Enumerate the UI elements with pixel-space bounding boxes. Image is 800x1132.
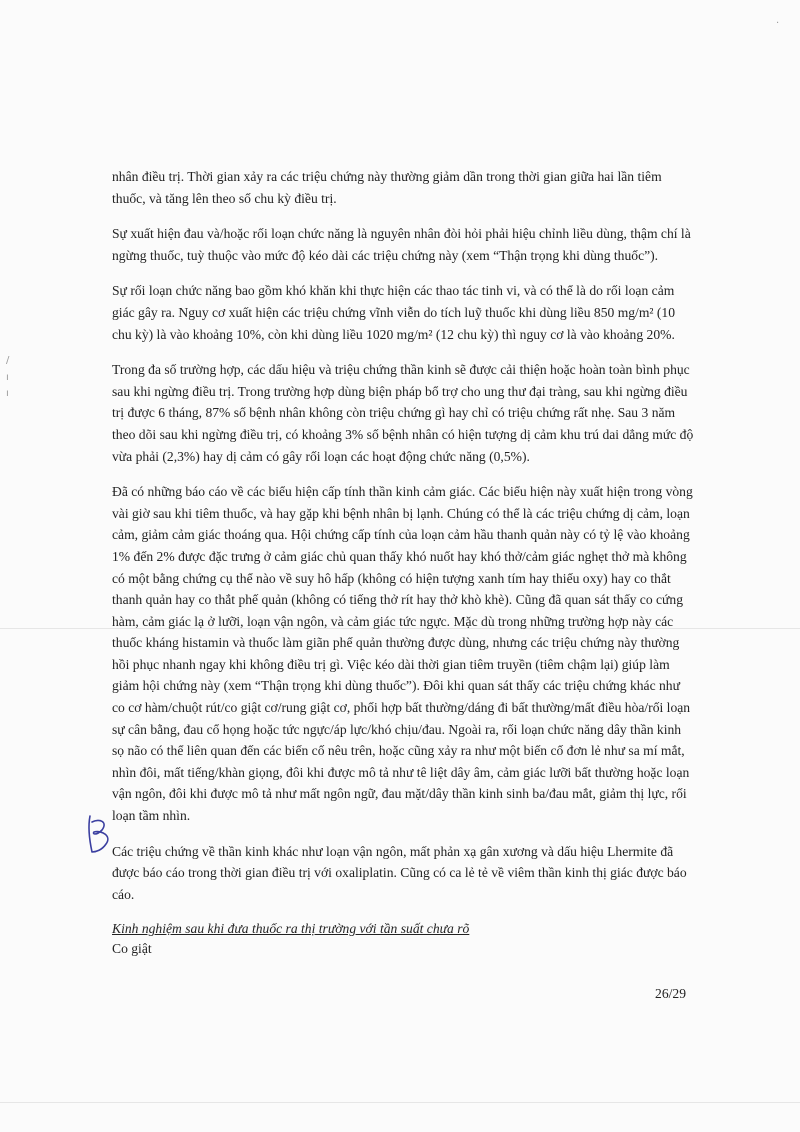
- paragraph: Đã có những báo cáo về các biểu hiện cấp tính thần kinh cảm giác. Các biểu hiện này xuất hiện trong vòng vài giờ sau khi tiêm thuốc, và hay gặp khi bệnh nhân bị lạnh. Chúng có thể là các triệu chứng dị cảm, loạn cảm, giảm cảm giác thoáng qua. Hội chứng cấp tính của loạn cảm hầu thanh quản này có tỷ lệ vào khoảng 1% đến 2% được đặc trưng ở cảm giác chủ quan thấy khó nuốt hay khó thở/cảm giác nghẹt thở mà không có một bằng chứng cụ thể nào về suy hô hấp (không có hiện tượng xanh tím hay thiếu oxy) hay co thắt thanh quản hay co thắt phế quản (không có tiếng thở rít hay thở khò khè). Cũng đã quan sát thấy co cứng hàm, cảm giác lạ ở lưỡi, loạn vận ngôn, và cảm giác tức ngực. Mặc dù trong những trường hợp này các thuốc kháng histamin và thuốc làm giãn phế quản thường được dùng, nhưng các triệu chứng này thường hồi phục nhanh ngay khi không điều trị gì. Việc kéo dài thời gian tiêm truyền (tiêm chậm lại) giúp làm giảm hội chứng này (xem “Thận trọng khi dùng thuốc”). Đôi khi quan sát thấy các triệu chứng khác như co cơ hàm/chuột rút/co giật cơ/rung giật cơ, phối hợp bất thường/dáng đi bất thường/mất điều hòa/rối loạn sự cân bằng, đau cổ họng hoặc tức ngực/áp lực/khó chịu/đau. Ngoài ra, rối loạn chức năng dây thần kinh sọ não có thể liên quan đến các biến cố nêu trên, hoặc cũng xảy ra như một biến cố đơn lẻ như sa mí mắt, nhìn đôi, mất tiếng/khàn giọng, đôi khi được mô tả như tê liệt dây âm, cảm giác lưỡi bất thường hoặc loạn vận ngôn, đôi khi được mô tả như mất ngôn ngữ, đau mặt/dây thần kinh sinh ba/đau mắt, giảm thị lực, rối loạn tầm nhìn.: [112, 484, 693, 824]
- scan-speck: ı: [6, 388, 9, 399]
- paragraph: Sự rối loạn chức năng bao gồm khó khăn khi thực hiện các thao tác tinh vi, và có thể là do rối loạn cảm giác gây ra. Nguy cơ xuất hiện các triệu chứng vĩnh viễn do tích luỹ thuốc khi dùng liều 850 mg/m² (10 chu kỳ) là vào khoảng 10%, còn khi dùng liều 1020 mg/m² (12 chu kỳ) thì nguy cơ là vào khoảng 20%.: [112, 283, 676, 342]
- scan-speck: /: [6, 355, 10, 366]
- page-number: 26/29: [655, 986, 686, 1001]
- scan-line: [0, 1102, 800, 1103]
- section-item: Co giật: [112, 941, 152, 957]
- document-body: [112, 166, 694, 959]
- handwritten-mark-icon: [82, 812, 116, 858]
- paragraph: Trong đa số trường hợp, các dấu hiệu và triệu chứng thần kinh sẽ được cải thiện hoặc hoàn toàn bình phục sau khi ngừng điều trị. Trong trường hợp dùng biện pháp bổ trợ cho ung thư đại tràng, sau khi ngừng điều trị được 6 tháng, 87% số bệnh nhân không còn triệu chứng gì hay chỉ có triệu chứng rất nhẹ. Sau 3 năm theo dõi sau khi ngừng điều trị, có khoảng 3% số bệnh nhân có hiện tượng dị cảm khu trú dai dẳng mức độ vừa phải (2,3%) hay dị cảm có gây rối loạn các hoạt động chức năng (0,5%).: [112, 362, 694, 464]
- paragraph: nhân điều trị. Thời gian xảy ra các triệu chứng này thường giảm dần trong thời gian giữa hai lần tiêm thuốc, và tăng lên theo số chu kỳ điều trị.: [112, 169, 662, 206]
- paragraph: Sự xuất hiện đau và/hoặc rối loạn chức năng là nguyên nhân đòi hỏi phải hiệu chỉnh liều dùng, thậm chí là ngừng thuốc, tuỳ thuộc vào mức độ kéo dài các triệu chứng này (xem “Thận trọng khi dùng thuốc”).: [112, 226, 691, 263]
- paragraph: Các triệu chứng về thần kinh khác như loạn vận ngôn, mất phản xạ gân xương và dấu hiệu Lhermite đã được báo cáo trong thời gian điều trị với oxaliplatin. Cũng có ca lẻ tẻ về viêm thần kinh thị giác được báo cáo.: [112, 843, 687, 902]
- scan-speck: ı: [6, 372, 9, 383]
- section-heading: Kinh nghiệm sau khi đưa thuốc ra thị trường với tần suất chưa rõ: [112, 921, 470, 937]
- scan-speck: ·: [776, 18, 780, 29]
